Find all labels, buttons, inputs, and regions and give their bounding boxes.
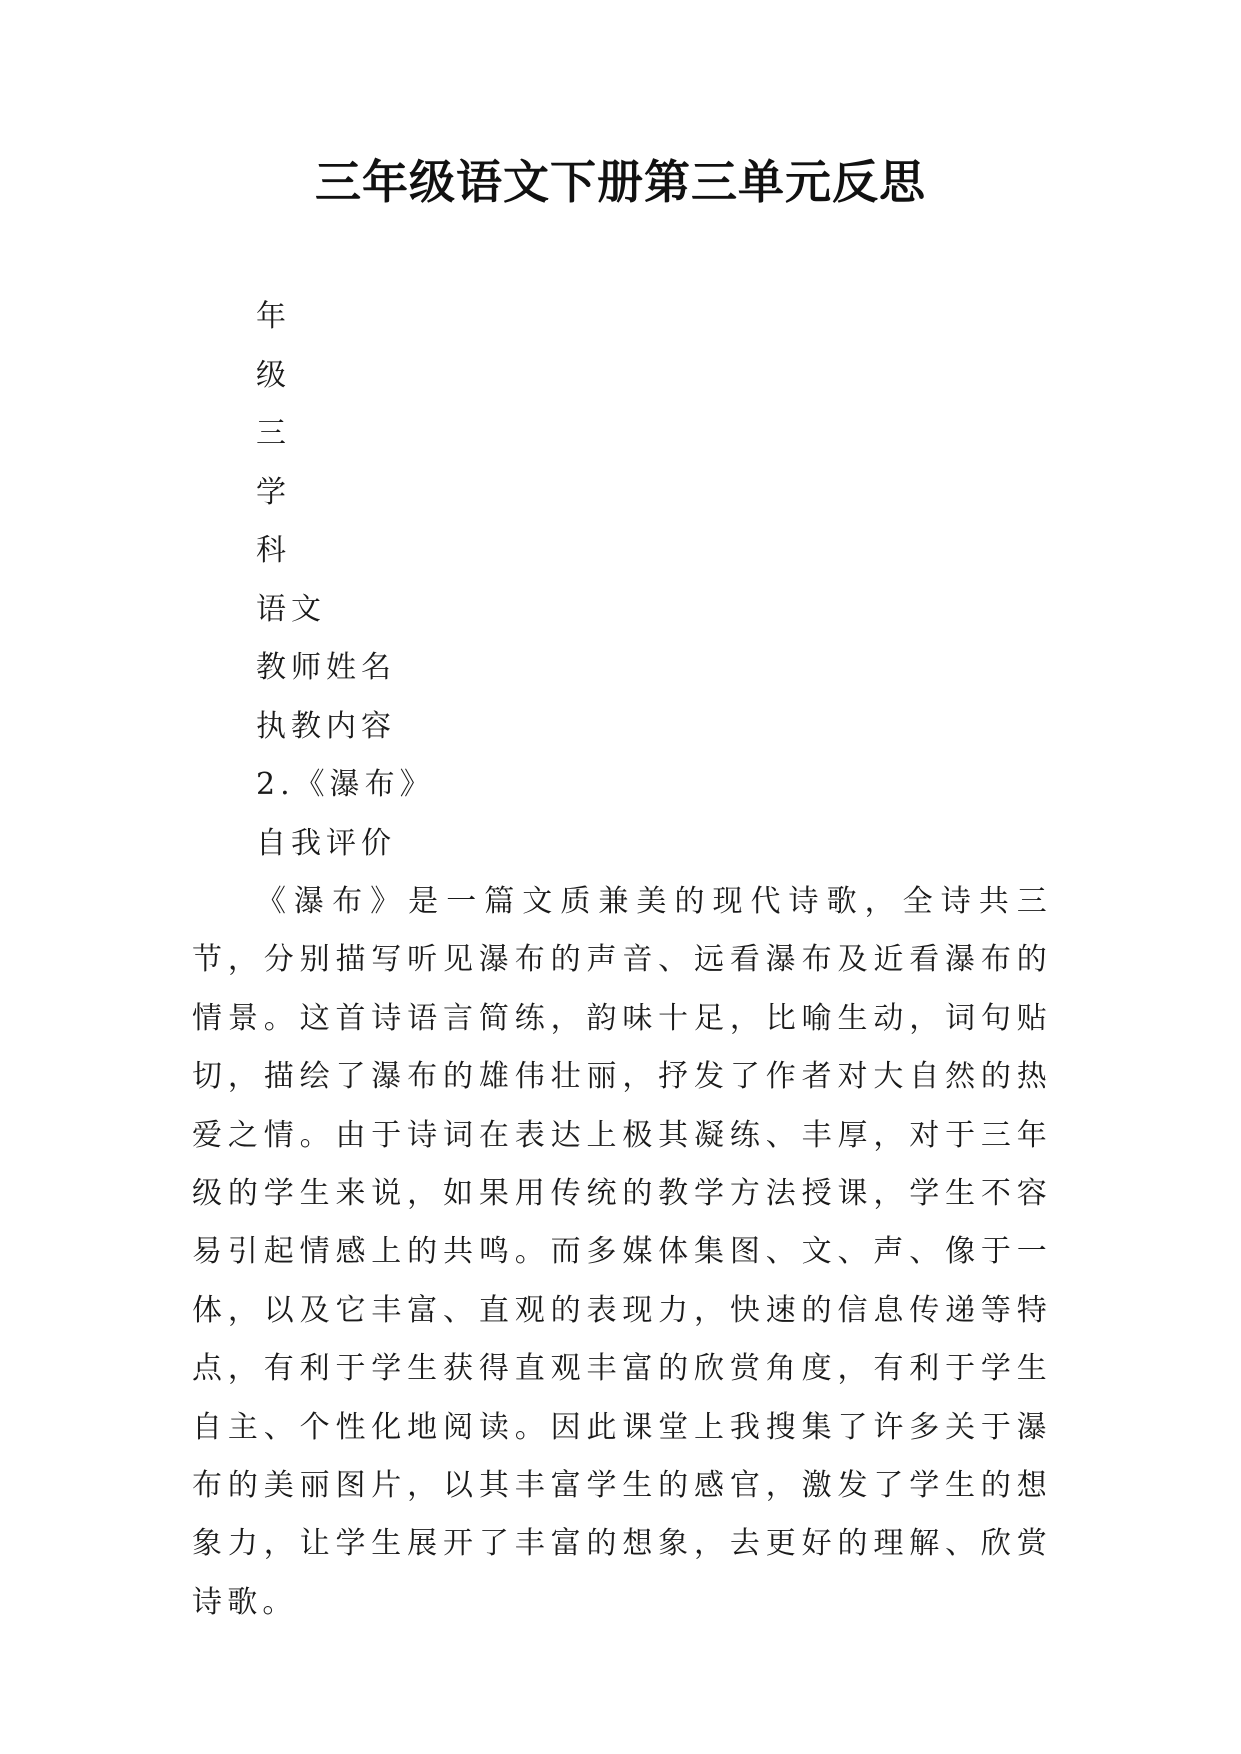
document-title: 三年级语文下册第三单元反思 xyxy=(315,155,926,209)
field-line: 三 xyxy=(256,416,291,451)
field-line: 执教内容 xyxy=(256,708,396,744)
field-line: 语文 xyxy=(256,591,326,627)
field-line: 2.《瀑布》 xyxy=(256,767,435,802)
field-line: 自我评价 xyxy=(256,825,396,861)
field-line: 教师姓名 xyxy=(256,650,396,685)
reflection-paragraph: 《瀑布》是一篇文质兼美的现代诗歌，全诗共三节，分别描写听见瀑布的声音、远看瀑布及近看瀑布的情景。这首诗语言简练，韵味十足，比喻生动，词句贴切，描绘了瀑布的雄伟壮丽，抒发了作者对大自然的热爱之情。由于诗词在表达上极其凝练、丰厚，对于三年级的学生来说，如果用传统的教学方法授课，学生不容易引起情感上的共鸣。而多媒体集图、文、声、像于一体，以及它丰富、直观的表现力，快速的信息传递等特点，有利于学生获得直观丰富的欣赏角度，有利于学生自主、个性化地阅读。因此课堂上我搜集了许多关于瀑布的美丽图片，以其丰富学生的感官，激发了学生的想象力，让学生展开了丰富的想象，去更好的理解、欣赏诗歌。 xyxy=(192,884,1052,1620)
field-line: 年 xyxy=(256,299,291,334)
field-line: 级 xyxy=(256,357,291,393)
info-field-list xyxy=(256,288,435,873)
field-line: 学 xyxy=(256,474,291,510)
field-line: 科 xyxy=(256,533,291,568)
